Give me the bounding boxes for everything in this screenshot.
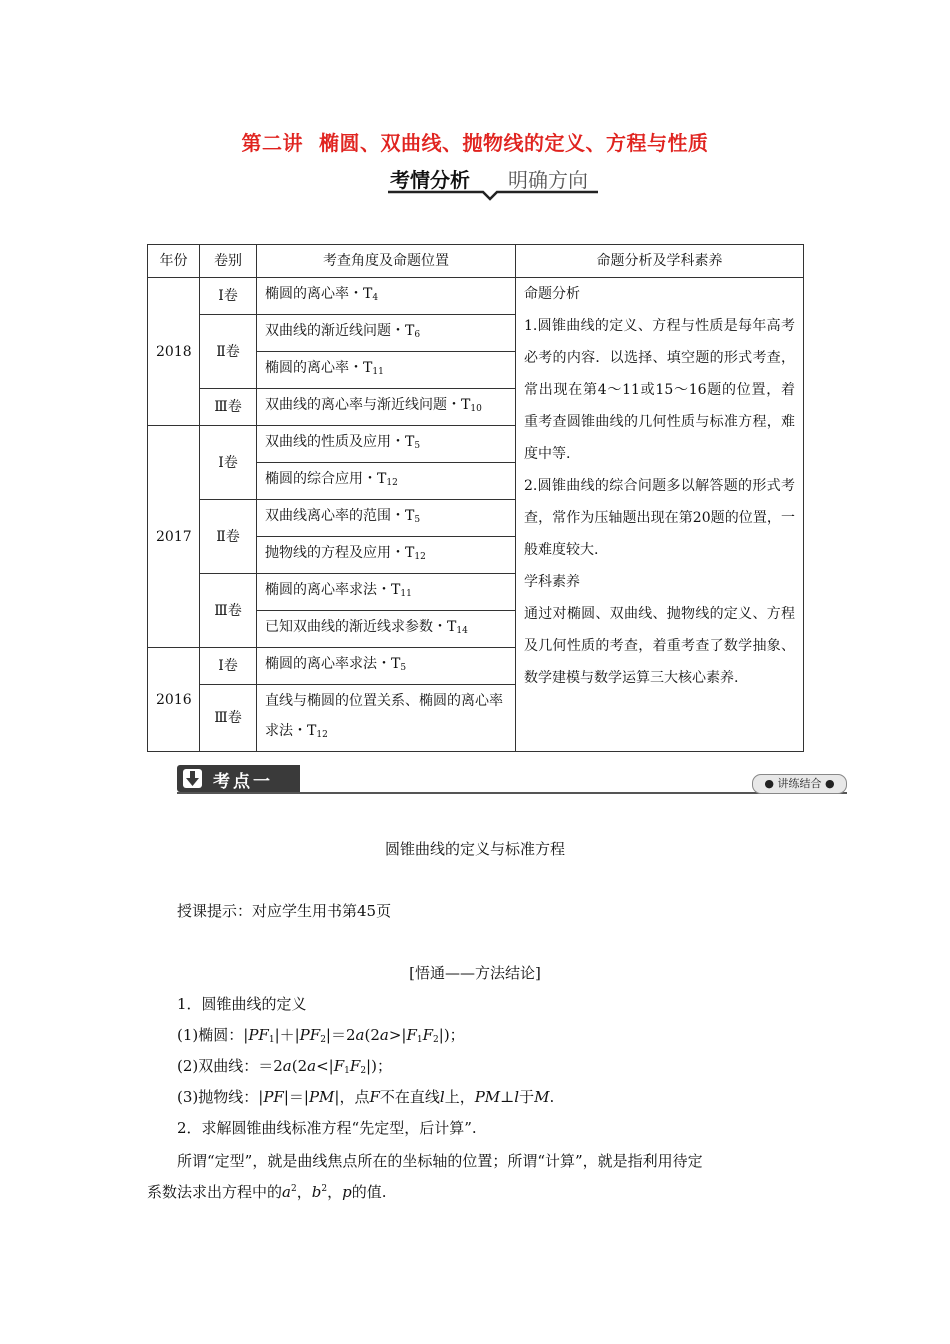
ellipse-definition: (1)椭圆：$|PF_1|+|PF_2|=2a(2a>|F_1F_2|)$； — [177, 1026, 465, 1045]
paragraph-line-1: 所谓“定型”，就是曲线焦点所在的坐标轴的位置；所谓“计算”，就是指利用待定 — [177, 1152, 703, 1170]
header-analysis: 命题分析及学科素养 — [516, 245, 804, 278]
section-title: 圆锥曲线的定义与标准方程 — [384, 840, 565, 858]
topic-cell: 椭圆的离心率・$T_4$ — [257, 278, 516, 315]
topic-cell: 双曲线的性质及应用・$T_5$ — [257, 426, 516, 463]
section-banner — [177, 765, 847, 797]
topic-cell: 双曲线的渐近线问题・$T_6$ — [257, 315, 516, 352]
item-2: 2．求解圆锥曲线标准方程“先定型，后计算”. — [177, 1119, 477, 1137]
volume-cell: Ⅰ卷 — [200, 648, 257, 685]
subhead-bold: 考情分析 — [390, 168, 470, 192]
method-heading: [悟通——方法结论] — [409, 964, 541, 982]
analysis-heading-2: 学科素养 — [524, 574, 580, 590]
analysis-cell — [516, 278, 804, 752]
down-arrow-icon — [183, 769, 202, 788]
paragraph-line-2: 系数法求出方程中的$a^2$，$b^2$，p的值. — [147, 1183, 387, 1201]
topic-cell: 椭圆的离心率求法・$T_5$ — [257, 648, 516, 685]
year-cell: 2016 — [148, 648, 200, 752]
exam-analysis-table — [147, 244, 804, 752]
header-topic: 考查角度及命题位置 — [257, 245, 516, 278]
volume-cell: Ⅲ卷 — [200, 389, 257, 426]
analysis-point-1: 1.圆锥曲线的定义、方程与性质是每年高考必考的内容．以选择、填空题的形式考查，常出现在第4～11或15～16题的位置，着重考查圆锥曲线的几何性质与标准方程，难度中等. — [524, 318, 795, 462]
topic-cell: 直线与椭圆的位置关系、椭圆的离心率求法・$T_{12}$ — [257, 685, 516, 752]
topic-cell: 双曲线离心率的范围・$T_5$ — [257, 500, 516, 537]
volume-cell: Ⅱ卷 — [200, 315, 257, 389]
topic-cell: 椭圆的离心率求法・$T_{11}$ — [257, 574, 516, 611]
topic-cell: 双曲线的离心率与渐近线问题・$T_{10}$ — [257, 389, 516, 426]
topic-cell: 椭圆的综合应用・$T_{12}$ — [257, 463, 516, 500]
banner-divider — [177, 792, 847, 794]
section-subhead — [388, 162, 598, 204]
banner-label: 考点一 — [213, 772, 273, 792]
page-title: 第二讲 椭圆、双曲线、抛物线的定义、方程与性质 — [241, 131, 709, 155]
analysis-heading-1: 命题分析 — [524, 286, 580, 302]
volume-cell: Ⅰ卷 — [200, 278, 257, 315]
topic-cell: 抛物线的方程及应用・$T_{12}$ — [257, 537, 516, 574]
table-row — [148, 278, 804, 315]
table-header-row — [148, 245, 804, 278]
hyperbola-definition: (2)双曲线：$=2a(2a<|F_1F_2|)$； — [177, 1057, 392, 1076]
volume-cell: Ⅱ卷 — [200, 500, 257, 574]
year-cell: 2018 — [148, 278, 200, 426]
volume-cell: Ⅲ卷 — [200, 574, 257, 648]
banner-tag: ● 讲练结合 ● — [752, 774, 847, 794]
volume-cell: Ⅰ卷 — [200, 426, 257, 500]
volume-cell: Ⅲ卷 — [200, 685, 257, 752]
year-cell: 2017 — [148, 426, 200, 648]
subhead-light: 明确方向 — [508, 168, 588, 192]
analysis-point-2: 2.圆锥曲线的综合问题多以解答题的形式考查，常作为压轴题出现在第20题的位置，一般难度较大. — [524, 478, 795, 558]
lesson-hint: 授课提示：对应学生用书第45页 — [177, 902, 392, 920]
subhead-underline-icon — [388, 189, 598, 203]
header-year: 年份 — [148, 245, 200, 278]
header-volume: 卷别 — [200, 245, 257, 278]
topic-cell: 已知双曲线的渐近线求参数・$T_{14}$ — [257, 611, 516, 648]
parabola-definition: (3)抛物线：|PF|＝|PM|，点F不在直线l上，PM⊥l于M. — [177, 1088, 555, 1106]
topic-cell: 椭圆的离心率・$T_{11}$ — [257, 352, 516, 389]
item-1: 1．圆锥曲线的定义 — [177, 995, 307, 1013]
analysis-literacy: 通过对椭圆、双曲线、抛物线的定义、方程及几何性质的考查，着重考查了数学抽象、数学建模与数学运算三大核心素养. — [524, 606, 795, 686]
